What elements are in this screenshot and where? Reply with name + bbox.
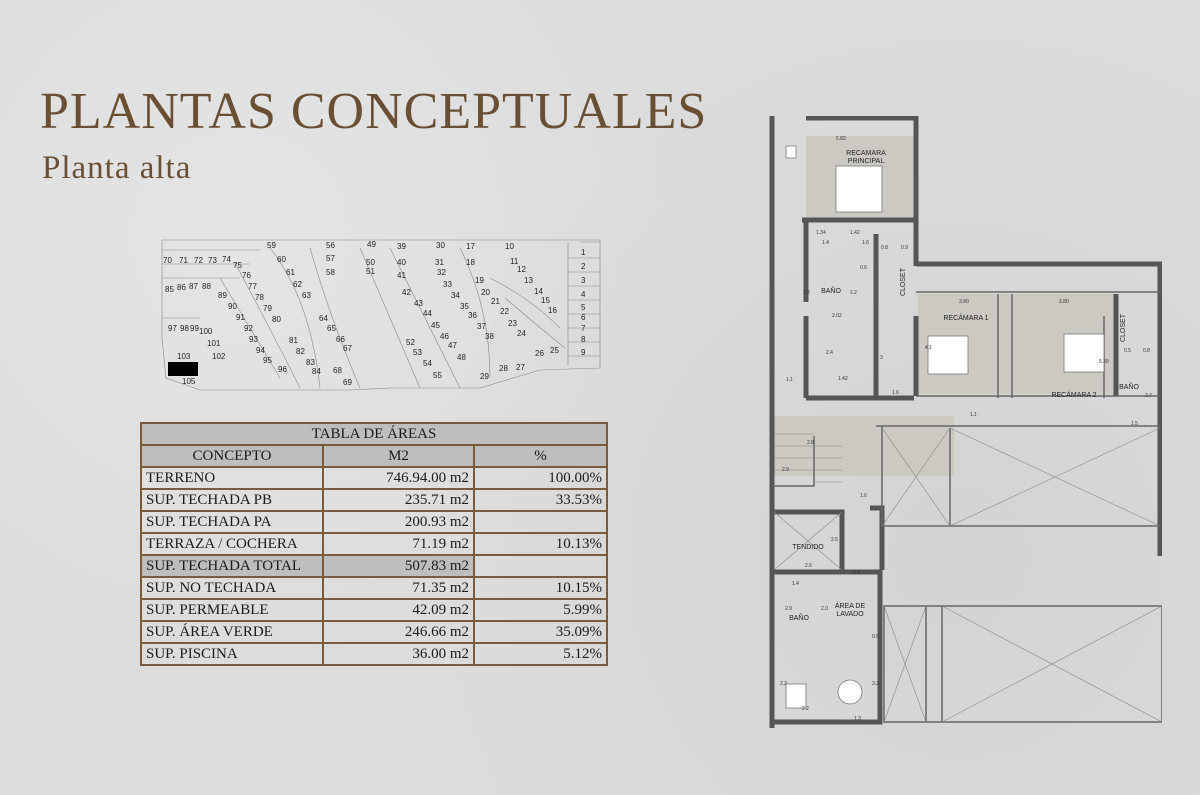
lot-number: 9 bbox=[581, 348, 586, 357]
lot-number: 19 bbox=[475, 276, 484, 285]
dimension-label: 1.1 bbox=[970, 412, 977, 418]
lot-number: 98 bbox=[180, 324, 189, 333]
concepto-cell: SUP. PISCINA bbox=[141, 643, 323, 665]
highlighted-lot bbox=[168, 362, 198, 376]
dimension-label: 3.2 bbox=[872, 681, 879, 687]
dimension-label: 0.9 bbox=[901, 245, 908, 251]
dimension-label: 0.8 bbox=[1143, 348, 1150, 354]
dimension-label: 0.5 bbox=[872, 634, 879, 640]
m2-cell: 36.00 m2 bbox=[323, 643, 474, 665]
dimension-label: 2.2 bbox=[802, 706, 809, 712]
lot-number: 66 bbox=[336, 335, 345, 344]
lot-number: 30 bbox=[436, 241, 445, 250]
lot-number: 70 bbox=[163, 256, 172, 265]
pct-cell: 33.53% bbox=[474, 489, 607, 511]
dimension-label: 2.8 bbox=[807, 440, 814, 446]
lot-number: 51 bbox=[366, 267, 375, 276]
lot-number: 62 bbox=[293, 280, 302, 289]
lot-number: 33 bbox=[443, 280, 452, 289]
lot-number: 86 bbox=[177, 283, 186, 292]
areas-table bbox=[140, 422, 608, 666]
lot-number: 29 bbox=[480, 372, 489, 381]
lot-number: 47 bbox=[448, 341, 457, 350]
pct-cell: 100.00% bbox=[474, 467, 607, 489]
header-pct: % bbox=[474, 445, 607, 467]
lot-number: 56 bbox=[326, 241, 335, 250]
lot-number: 25 bbox=[550, 346, 559, 355]
lot-number: 14 bbox=[534, 287, 543, 296]
pct-cell bbox=[474, 511, 607, 533]
lot-number: 90 bbox=[228, 302, 237, 311]
lot-number: 41 bbox=[397, 271, 406, 280]
lot-number: 32 bbox=[437, 268, 446, 277]
lot-number: 40 bbox=[397, 258, 406, 267]
dimension-label: 2.9 bbox=[782, 467, 789, 473]
lot-number: 53 bbox=[413, 348, 422, 357]
lot-number: 45 bbox=[431, 321, 440, 330]
lot-number: 54 bbox=[423, 359, 432, 368]
lot-number: 4 bbox=[581, 290, 586, 299]
lot-number: 75 bbox=[233, 261, 242, 270]
lot-number: 72 bbox=[194, 256, 203, 265]
lot-number: 49 bbox=[367, 240, 376, 249]
lot-number: 22 bbox=[500, 307, 509, 316]
m2-cell: 71.35 m2 bbox=[323, 577, 474, 599]
lot-number: 82 bbox=[296, 347, 305, 356]
dimension-label: 2.6 bbox=[805, 563, 812, 569]
pct-cell: 5.12% bbox=[474, 643, 607, 665]
lot-number: 99 bbox=[190, 324, 199, 333]
lot-number: 44 bbox=[423, 309, 432, 318]
lot-number: 100 bbox=[199, 327, 213, 336]
lot-number: 7 bbox=[581, 324, 586, 333]
lot-number: 83 bbox=[306, 358, 315, 367]
lot-number: 11 bbox=[510, 257, 519, 266]
dimension-label: 1.42 bbox=[838, 376, 848, 382]
lot-number: 2 bbox=[581, 262, 586, 271]
lot-number: 21 bbox=[491, 297, 500, 306]
lot-number: 12 bbox=[517, 265, 526, 274]
lot-number: 96 bbox=[278, 365, 287, 374]
lot-number: 55 bbox=[433, 371, 442, 380]
pct-cell: 5.99% bbox=[474, 599, 607, 621]
concepto-cell: SUP. PERMEABLE bbox=[141, 599, 323, 621]
lot-number: 3 bbox=[581, 276, 586, 285]
dimension-label: 1.5 bbox=[1131, 421, 1138, 427]
lot-number: 92 bbox=[244, 324, 253, 333]
lot-number: 8 bbox=[581, 335, 586, 344]
lot-number: 79 bbox=[263, 304, 272, 313]
lot-number: 68 bbox=[333, 366, 342, 375]
pct-cell: 35.09% bbox=[474, 621, 607, 643]
m2-cell: 246.66 m2 bbox=[323, 621, 474, 643]
lot-number: 36 bbox=[468, 311, 477, 320]
dimension-label: 1.6 bbox=[862, 240, 869, 246]
header-m2: M2 bbox=[323, 445, 474, 467]
concepto-cell: SUP. NO TECHADA bbox=[141, 577, 323, 599]
dimension-label: 2.5 bbox=[831, 537, 838, 543]
room-label: CLOSET bbox=[900, 268, 907, 297]
lot-number: 58 bbox=[326, 268, 335, 277]
site-plan bbox=[160, 238, 605, 398]
lot-number: 64 bbox=[319, 314, 328, 323]
concepto-cell: SUP. TECHADA TOTAL bbox=[141, 555, 323, 577]
lot-number: 60 bbox=[277, 255, 286, 264]
table-row bbox=[141, 643, 607, 665]
lot-number: 76 bbox=[242, 271, 251, 280]
lot-number: 46 bbox=[440, 332, 449, 341]
dimension-label: 2.0 bbox=[821, 606, 828, 612]
table-row bbox=[141, 489, 607, 511]
dimension-label: 1.1 bbox=[786, 377, 793, 383]
table-row bbox=[141, 599, 607, 621]
dimension-label: 3.80 bbox=[959, 299, 969, 305]
floor-plan bbox=[766, 116, 1162, 728]
lot-number: 97 bbox=[168, 324, 177, 333]
dimension-label: 2.7 bbox=[1145, 393, 1152, 399]
m2-cell: 507.83 m2 bbox=[323, 555, 474, 577]
lot-number: 23 bbox=[508, 319, 517, 328]
lot-number: 102 bbox=[212, 352, 226, 361]
pct-cell: 10.13% bbox=[474, 533, 607, 555]
lot-number: 13 bbox=[524, 276, 533, 285]
lot-number: 95 bbox=[263, 356, 272, 365]
lot-number: 93 bbox=[249, 335, 258, 344]
lot-number: 78 bbox=[255, 293, 264, 302]
room-label: BAÑO bbox=[789, 615, 809, 622]
lot-number: 65 bbox=[327, 324, 336, 333]
lot-number: 39 bbox=[397, 242, 406, 251]
concepto-cell: TERRENO bbox=[141, 467, 323, 489]
lot-number: 17 bbox=[466, 242, 475, 251]
m2-cell: 235.71 m2 bbox=[323, 489, 474, 511]
dimension-label: 3 bbox=[880, 355, 883, 361]
lot-number: 101 bbox=[207, 339, 221, 348]
lot-number: 24 bbox=[517, 329, 526, 338]
lot-number: 1 bbox=[581, 248, 586, 257]
room-label: ÁREA DE LAVADO bbox=[834, 603, 866, 618]
dimension-label: 2.4 bbox=[826, 350, 833, 356]
dimension-label: 2.2 bbox=[780, 681, 787, 687]
lot-number: 57 bbox=[326, 254, 335, 263]
lot-number: 91 bbox=[236, 313, 245, 322]
lot-number: 105 bbox=[182, 377, 196, 386]
lot-number: 89 bbox=[218, 291, 227, 300]
dimension-label: 5.39 bbox=[1099, 359, 1109, 365]
lot-number: 59 bbox=[267, 241, 276, 250]
table-row bbox=[141, 467, 607, 489]
dimension-label: 1.6 bbox=[860, 493, 867, 499]
lot-number: 103 bbox=[177, 352, 191, 361]
table-caption: TABLA DE ÁREAS bbox=[141, 423, 607, 445]
concepto-cell: SUP. TECHADA PB bbox=[141, 489, 323, 511]
dimension-label: 2.9 bbox=[785, 606, 792, 612]
dimension-label: 4.1 bbox=[925, 345, 932, 351]
table-row bbox=[141, 577, 607, 599]
table-row bbox=[141, 511, 607, 533]
dimension-label: 0.8 bbox=[881, 245, 888, 251]
table-row bbox=[141, 555, 607, 577]
lot-number: 84 bbox=[312, 367, 321, 376]
lot-number: 61 bbox=[286, 268, 295, 277]
dimension-label: 5.82 bbox=[836, 136, 846, 142]
lot-number: 10 bbox=[505, 242, 514, 251]
dimension-label: 2.02 bbox=[832, 313, 842, 319]
table-row bbox=[141, 533, 607, 555]
lot-number: 80 bbox=[272, 315, 281, 324]
lot-number: 81 bbox=[289, 336, 298, 345]
lot-number: 37 bbox=[477, 322, 486, 331]
lot-number: 5 bbox=[581, 303, 586, 312]
concepto-cell: SUP. ÁREA VERDE bbox=[141, 621, 323, 643]
lot-number: 35 bbox=[460, 302, 469, 311]
room-label: RECAMARA PRINCIPAL bbox=[846, 150, 886, 165]
pct-cell bbox=[474, 555, 607, 577]
lot-number: 73 bbox=[208, 256, 217, 265]
dimension-label: 0.5 bbox=[1124, 348, 1131, 354]
dimension-label: 1.4 bbox=[822, 240, 829, 246]
dimension-label: 1.3 bbox=[854, 716, 861, 722]
concepto-cell: SUP. TECHADA PA bbox=[141, 511, 323, 533]
lot-number: 74 bbox=[222, 255, 231, 264]
lot-number: 88 bbox=[202, 282, 211, 291]
lot-number: 27 bbox=[516, 363, 525, 372]
room-label: RECÁMARA 1 bbox=[943, 315, 989, 322]
lot-number: 31 bbox=[435, 258, 444, 267]
table-row bbox=[141, 621, 607, 643]
lot-number: 28 bbox=[499, 364, 508, 373]
dimension-label: 0.8 bbox=[853, 570, 860, 576]
lot-number: 6 bbox=[581, 313, 586, 322]
m2-cell: 200.93 m2 bbox=[323, 511, 474, 533]
lot-number: 34 bbox=[451, 291, 460, 300]
dimension-label: 1.6 bbox=[892, 390, 899, 396]
dimension-label: 1.42 bbox=[850, 230, 860, 236]
page-subtitle: Planta alta bbox=[42, 150, 192, 186]
lot-number: 18 bbox=[466, 258, 475, 267]
lot-number: 85 bbox=[165, 285, 174, 294]
lot-number: 48 bbox=[457, 353, 466, 362]
lot-number: 38 bbox=[485, 332, 494, 341]
lot-number: 67 bbox=[343, 344, 352, 353]
lot-number: 43 bbox=[414, 299, 423, 308]
m2-cell: 746.94.00 m2 bbox=[323, 467, 474, 489]
lot-number: 50 bbox=[366, 258, 375, 267]
room-label: BAÑO bbox=[1119, 384, 1139, 391]
lot-number: 69 bbox=[343, 378, 352, 387]
m2-cell: 71.19 m2 bbox=[323, 533, 474, 555]
dimension-label: 3.80 bbox=[1059, 299, 1069, 305]
lot-number: 42 bbox=[402, 288, 411, 297]
dimension-label: 1.4 bbox=[792, 581, 799, 587]
lot-number: 26 bbox=[535, 349, 544, 358]
header-concepto: CONCEPTO bbox=[141, 445, 323, 467]
dimension-label: 2.2 bbox=[850, 290, 857, 296]
lot-number: 63 bbox=[302, 291, 311, 300]
m2-cell: 42.09 m2 bbox=[323, 599, 474, 621]
dimension-label: 1.2 bbox=[803, 290, 810, 296]
lot-number: 94 bbox=[256, 346, 265, 355]
page-title: PLANTAS CONCEPTUALES bbox=[40, 83, 708, 140]
room-label: BAÑO bbox=[821, 288, 841, 295]
lot-number: 20 bbox=[481, 288, 490, 297]
lot-number: 52 bbox=[406, 338, 415, 347]
lot-number: 87 bbox=[189, 282, 198, 291]
concepto-cell: TERRAZA / COCHERA bbox=[141, 533, 323, 555]
lot-number: 77 bbox=[248, 282, 257, 291]
room-label: CLOSET bbox=[1120, 314, 1127, 343]
lot-number: 16 bbox=[548, 306, 557, 315]
room-label: RECÁMARA 2 bbox=[1051, 392, 1097, 399]
room-label: TENDIDO bbox=[792, 544, 824, 551]
pct-cell: 10.15% bbox=[474, 577, 607, 599]
lot-number: 15 bbox=[541, 296, 550, 305]
dimension-label: 1.34 bbox=[816, 230, 826, 236]
dimension-label: 0.6 bbox=[860, 265, 867, 271]
floor-plan-drawing bbox=[766, 116, 1162, 728]
lot-number: 71 bbox=[179, 256, 188, 265]
